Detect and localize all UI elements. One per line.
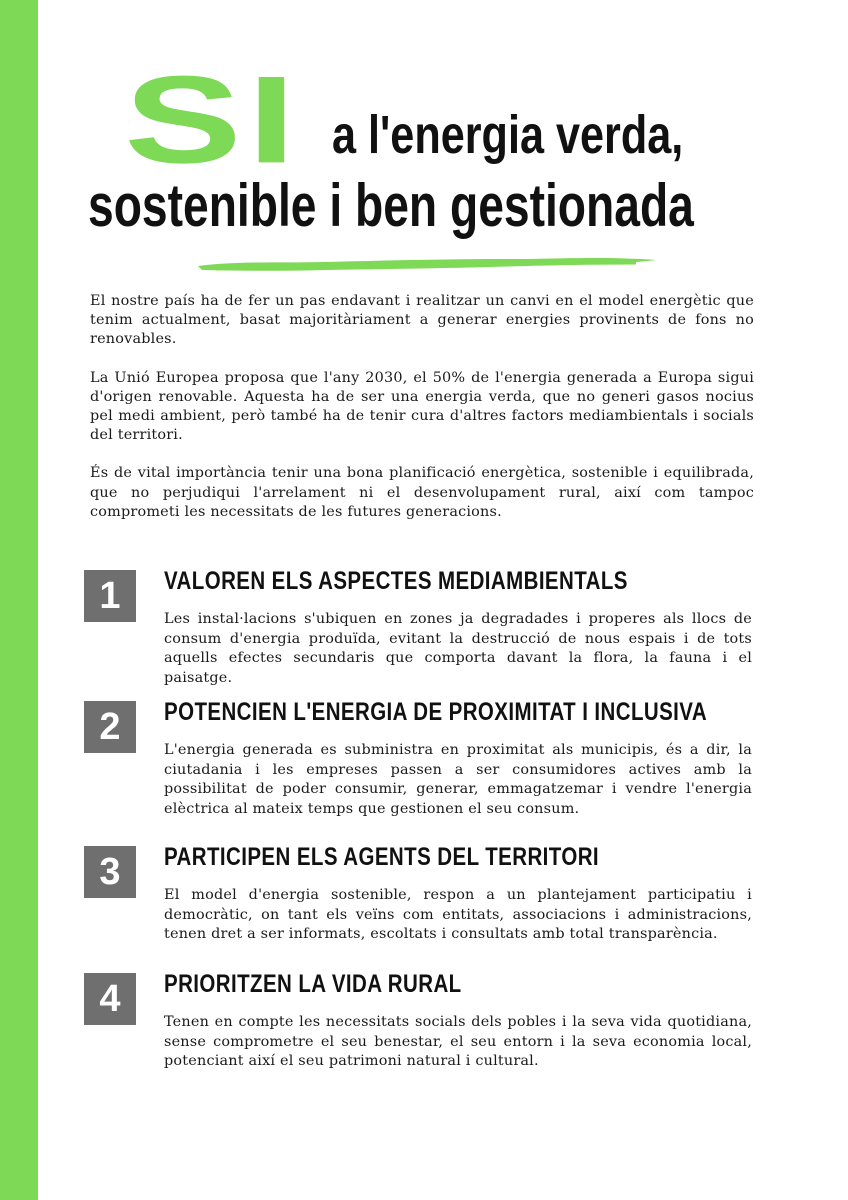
headline-line-2: sostenible i ben gestionada: [88, 172, 694, 239]
point-text: El model d'energia sostenible, respon a un plantejament participatiu i democràtic, on tant els veïns com entitats, associacions i administracions, tenen dret a ser informats, escoltats i consultats amb total transparència.: [164, 887, 752, 942]
point-title: PRIORITZEN LA VIDA RURAL: [164, 970, 462, 998]
left-accent-bar: [0, 0, 38, 1200]
intro-paragraph-1: El nostre país ha de fer un pas endavant i realitzar un canvi en el model energètic que tenim actualment, basat majoritàriament a generar energies provinents de fons no renovables.: [90, 293, 754, 348]
point-number-box: 4: [84, 973, 136, 1025]
point-number-box: 3: [84, 846, 136, 898]
intro-paragraph-3: És de vital importància tenir una bona planificació energètica, sostenible i equilibrada, que no perjudiqui l'arrelament ni el desenvolupament rural, així com tampoc comprometi les necessitats de les futures generacions.: [90, 465, 754, 520]
point-title: VALOREN ELS ASPECTES MEDIAMBIENTALS: [164, 567, 628, 595]
point-text: Tenen en compte les necessitats socials dels pobles i la seva vida quotidiana, sense comprometre el seu benestar, el seu entorn i la seva economia local, potenciant així el seu patrimoni natural i cultural.: [164, 1014, 752, 1069]
point-number-box: 2: [84, 701, 136, 753]
point-title: PARTICIPEN ELS AGENTS DEL TERRITORI: [164, 843, 600, 871]
point-number-box: 1: [84, 570, 136, 622]
intro-text: [90, 292, 754, 541]
point-text: Les instal·lacions s'ubiquen en zones ja degradades i properes als llocs de consum d'energia produïda, evitant la destrucció de nous espais i de tots aquells efectes secundaris que comporta davant la flora, la fauna i el paisatge.: [164, 611, 752, 686]
headline-si: SI: [124, 50, 302, 190]
headline-line-1: a l'energia verda,: [332, 105, 684, 165]
brush-stroke-underline: [196, 254, 658, 276]
intro-paragraph-2: La Unió Europea proposa que l'any 2030, el 50% de l'energia generada a Europa sigui d'origen renovable. Aquesta ha de ser una energia verda, que no generi gasos nocius pel medi ambient, però també ha de tenir cura d'altres factors mediambientals i socials del territori.: [90, 369, 754, 444]
point-title: POTENCIEN L'ENERGIA DE PROXIMITAT I INCLUSIVA: [164, 698, 708, 726]
point-text: L'energia generada es subministra en proximitat als municipis, és a dir, la ciutadania i les empreses passen a ser consumidores actives amb la possibilitat de poder consumir, generar, emmagatzemar i vendre l'energia elèctrica al mateix temps que gestionen el seu consum.: [164, 742, 752, 817]
